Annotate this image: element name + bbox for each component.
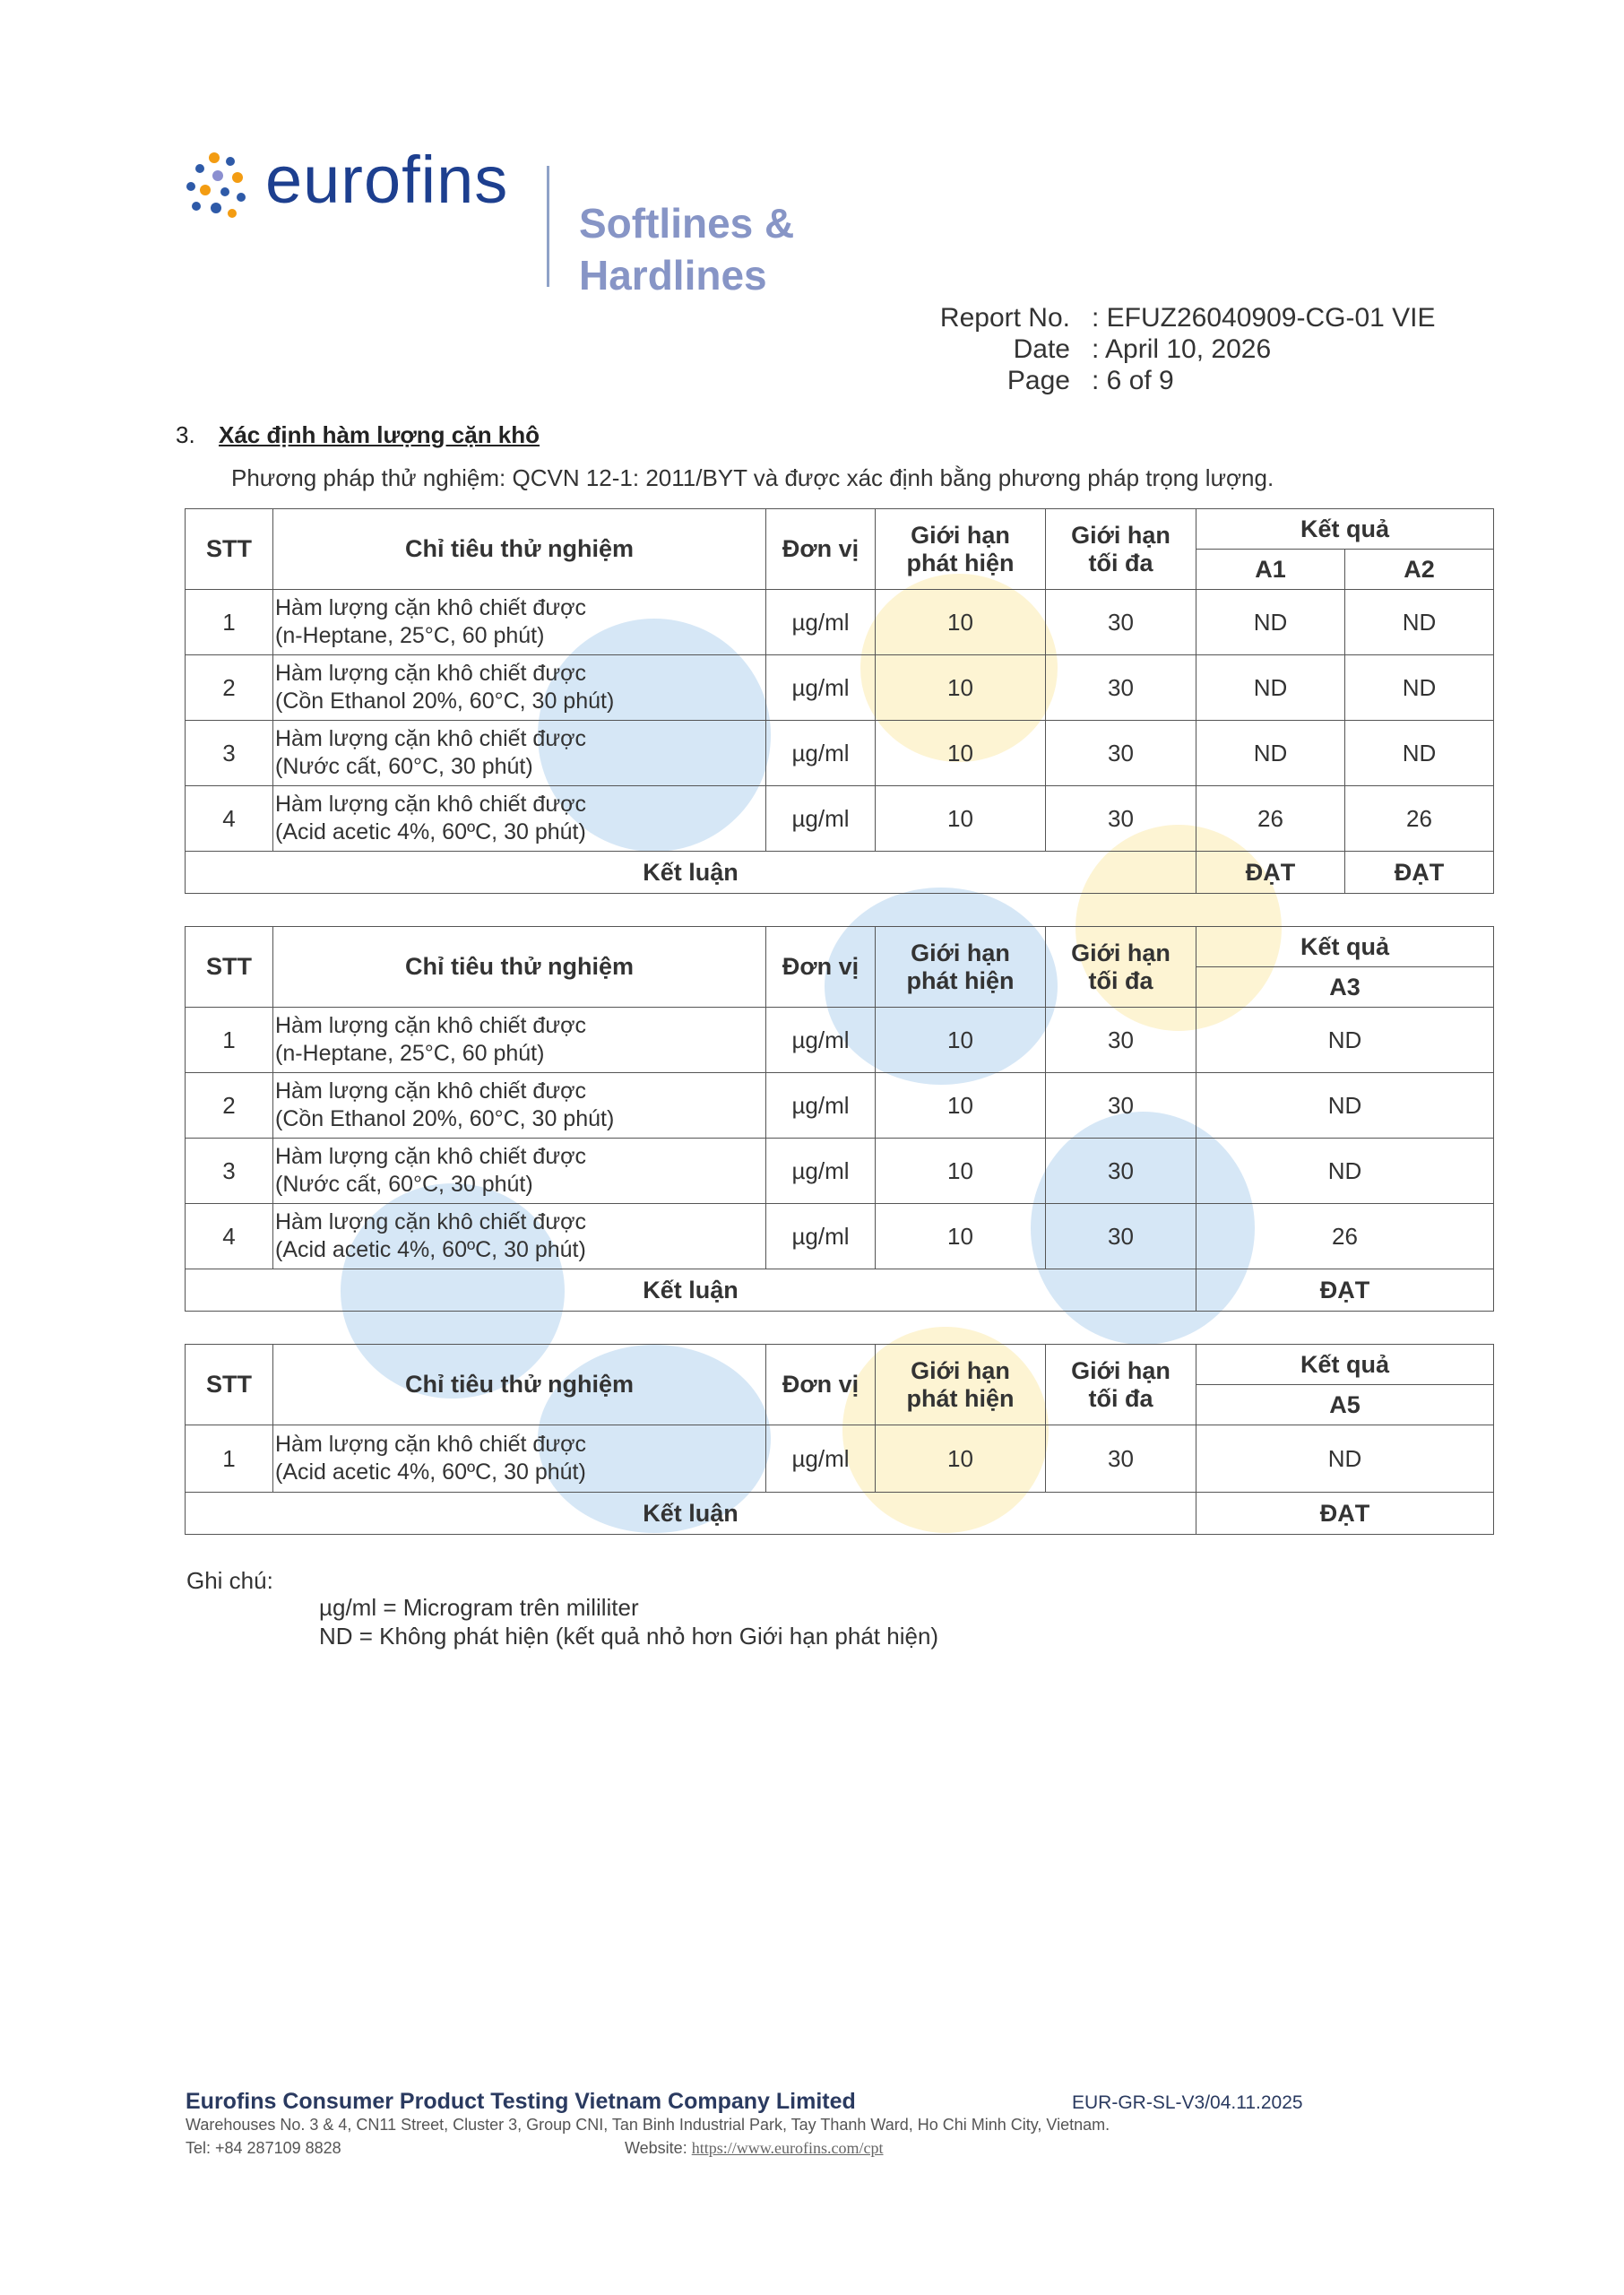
- table-row: 2 Hàm lượng cặn khô chiết được (Cồn Ethanol 20%, 60°C, 30 phút) µg/ml 10 30 ND ND: [186, 655, 1494, 721]
- test-method: Phương pháp thử nghiệm: QCVN 12-1: 2011/BYT và được xác định bằng phương pháp trọng lượng.: [231, 464, 1274, 491]
- table-row: 3 Hàm lượng cặn khô chiết được (Nước cất, 60°C, 30 phút) µg/ml 10 30 ND: [186, 1139, 1494, 1204]
- col-result: Kết quả: [1196, 509, 1494, 550]
- col-max: Giới hạn tối đa: [1046, 509, 1196, 590]
- col-criteria: Chỉ tiêu thử nghiệm: [273, 927, 766, 1008]
- date-label: Date: [1013, 334, 1070, 364]
- note-nd: ND = Không phát hiện (kết quả nhỏ hơn Giới hạn phát hiện): [319, 1623, 939, 1650]
- logo-wordmark: eurofins: [265, 143, 509, 217]
- table-row: 3 Hàm lượng cặn khô chiết được (Nước cất, 60°C, 30 phút) µg/ml 10 30 ND ND: [186, 721, 1494, 786]
- division-name: Softlines & Hardlines: [579, 200, 795, 299]
- footer-company: Eurofins Consumer Product Testing Vietnam Company Limited: [186, 2089, 856, 2114]
- conclusion-row: Kết luận ĐẠT: [186, 1493, 1494, 1535]
- col-max: Giới hạn tối đa: [1046, 927, 1196, 1008]
- page-value: : 6 of 9: [1092, 366, 1174, 395]
- col-unit: Đơn vị: [766, 509, 876, 590]
- report-no-label: Report No.: [939, 303, 1070, 333]
- col-stt: STT: [186, 927, 273, 1008]
- results-table-1: [185, 508, 1494, 894]
- footer-website: Website: https://www.eurofins.com/cpt: [625, 2139, 884, 2157]
- sample-header: A1: [1196, 550, 1345, 590]
- eurofins-logo-icon: [184, 151, 254, 221]
- date-value: : April 10, 2026: [1092, 334, 1272, 364]
- col-lod: Giới hạn phát hiện: [876, 1345, 1046, 1425]
- col-criteria: Chỉ tiêu thử nghiệm: [273, 1345, 766, 1425]
- logo-divider: [547, 166, 549, 287]
- results-table-2: [185, 926, 1494, 1312]
- results-table-3: [185, 1344, 1494, 1535]
- col-unit: Đơn vị: [766, 1345, 876, 1425]
- footer-form-code: EUR-GR-SL-V3/04.11.2025: [1072, 2092, 1303, 2113]
- col-criteria: Chỉ tiêu thử nghiệm: [273, 509, 766, 590]
- table-row: 2 Hàm lượng cặn khô chiết được (Cồn Ethanol 20%, 60°C, 30 phút) µg/ml 10 30 ND: [186, 1073, 1494, 1139]
- sample-header: A2: [1345, 550, 1494, 590]
- table-row: 4 Hàm lượng cặn khô chiết được (Acid acetic 4%, 60ºC, 30 phút) µg/ml 10 30 26: [186, 1204, 1494, 1269]
- col-unit: Đơn vị: [766, 927, 876, 1008]
- col-lod: Giới hạn phát hiện: [876, 509, 1046, 590]
- col-stt: STT: [186, 1345, 273, 1425]
- col-lod: Giới hạn phát hiện: [876, 927, 1046, 1008]
- section-number: 3.: [176, 421, 195, 448]
- sample-header: A3: [1196, 967, 1494, 1008]
- website-link[interactable]: https://www.eurofins.com/cpt: [691, 2139, 884, 2157]
- table-row: 4 Hàm lượng cặn khô chiết được (Acid acetic 4%, 60ºC, 30 phút) µg/ml 10 30 26 26: [186, 786, 1494, 852]
- col-stt: STT: [186, 509, 273, 590]
- sample-header: A5: [1196, 1385, 1494, 1425]
- table-row: 1 Hàm lượng cặn khô chiết được (Acid acetic 4%, 60ºC, 30 phút) µg/ml 10 30 ND: [186, 1425, 1494, 1493]
- section-title: Xác định hàm lượng cặn khô: [219, 421, 540, 448]
- note-unit: µg/ml = Microgram trên mililiter: [319, 1594, 639, 1621]
- table-row: 1 Hàm lượng cặn khô chiết được (n-Heptane, 25°C, 60 phút) µg/ml 10 30 ND: [186, 1008, 1494, 1073]
- col-result: Kết quả: [1196, 927, 1494, 967]
- page-label: Page: [1006, 366, 1070, 395]
- col-max: Giới hạn tối đa: [1046, 1345, 1196, 1425]
- conclusion-row: Kết luận ĐẠT: [186, 1269, 1494, 1312]
- col-result: Kết quả: [1196, 1345, 1494, 1385]
- report-no-value: : EFUZ26040909-CG-01 VIE: [1092, 303, 1436, 333]
- notes-label: Ghi chú:: [186, 1567, 273, 1594]
- conclusion-row: Kết luận ĐẠT ĐẠT: [186, 852, 1494, 894]
- table-row: 1 Hàm lượng cặn khô chiết được (n-Heptane, 25°C, 60 phút) µg/ml 10 30 ND ND: [186, 590, 1494, 655]
- footer-address: Warehouses No. 3 & 4, CN11 Street, Cluster 3, Group CNI, Tan Binh Industrial Park, Tay Thanh Ward, Ho Chi Minh City, Vietnam.: [186, 2116, 1110, 2134]
- footer-tel: Tel: +84 287109 8828: [186, 2139, 341, 2157]
